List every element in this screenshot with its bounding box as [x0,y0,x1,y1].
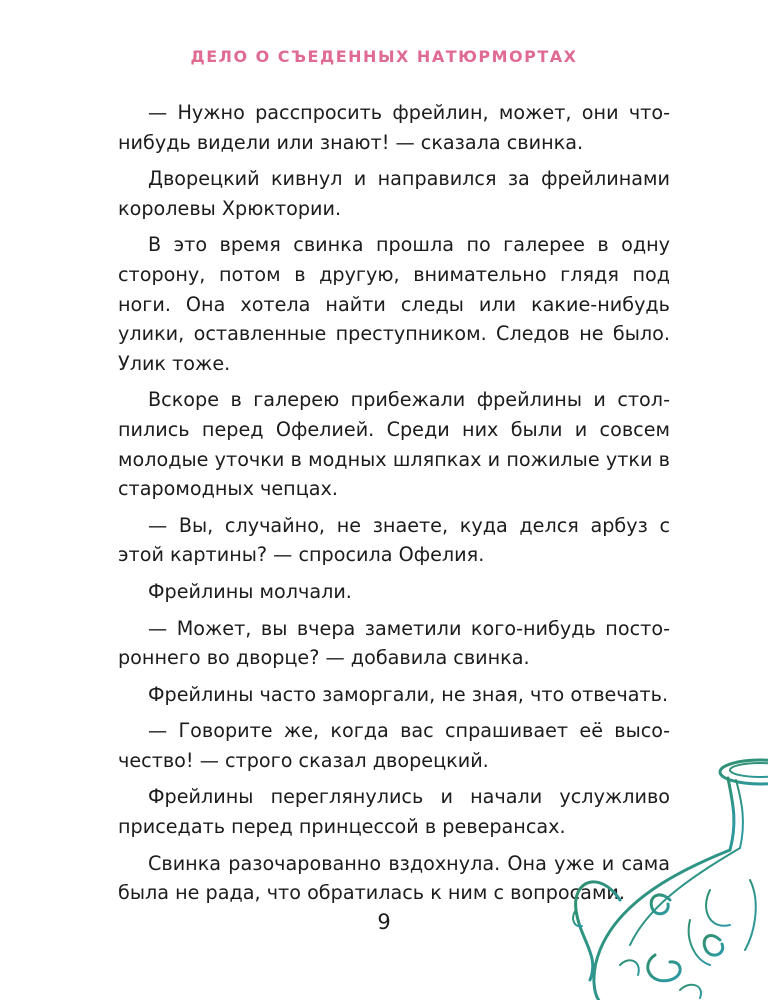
paragraph: Вскоре в галерею прибежали фрейлины и столпились перед Офелией. Среди них были и совсем молодые уточки в модных шляпках и пожилые утки в старомодных чепцах. [118,388,670,501]
paragraph: — Вы, случайно, не знаете, куда делся арбуз с этой картины? — спросила Офелия. [118,513,670,567]
paragraph: В это время свинка прошла по галерее в одну сторону, потом в другую, внимательно глядя под ноги. Она хотела найти следы или какие-нибудь улики, оставленные преступником. Следов не было. Улик тоже. [118,233,670,375]
paragraph: — Может, вы вчера заметили кого-нибудь постороннего во дворце? — добавила свинка. [118,616,670,670]
paragraph: Фрейлины часто заморгали, не зная, что отвечать. [148,682,669,706]
paragraph: — Нужно расспросить фрейлин, может, они что-нибудь видели или знают! — сказала свинка. [118,101,670,154]
paragraph: Фрейлины переглянулись и начали услужливо приседать перед принцессой в реверансах. [118,785,670,839]
paragraph: Свинка разочарованно вздохнула. Она уже и сама была не рада, что обратилась к ним с вопросами. [118,851,670,905]
vase-illustration [560,740,768,1000]
page-number: 9 [377,910,391,934]
running-title: ДЕЛО О СЪЕДЕННЫХ НАТЮРМОРТАХ [190,47,578,66]
paragraph: — Говорите же, когда вас спрашивает её высочество! — строго сказал дворецкий. [118,719,670,772]
paragraph: Дворецкий кивнул и направился за фрейлинами королевы Хрюктории. [118,167,670,220]
paragraph: Фрейлины молчали. [148,579,352,603]
